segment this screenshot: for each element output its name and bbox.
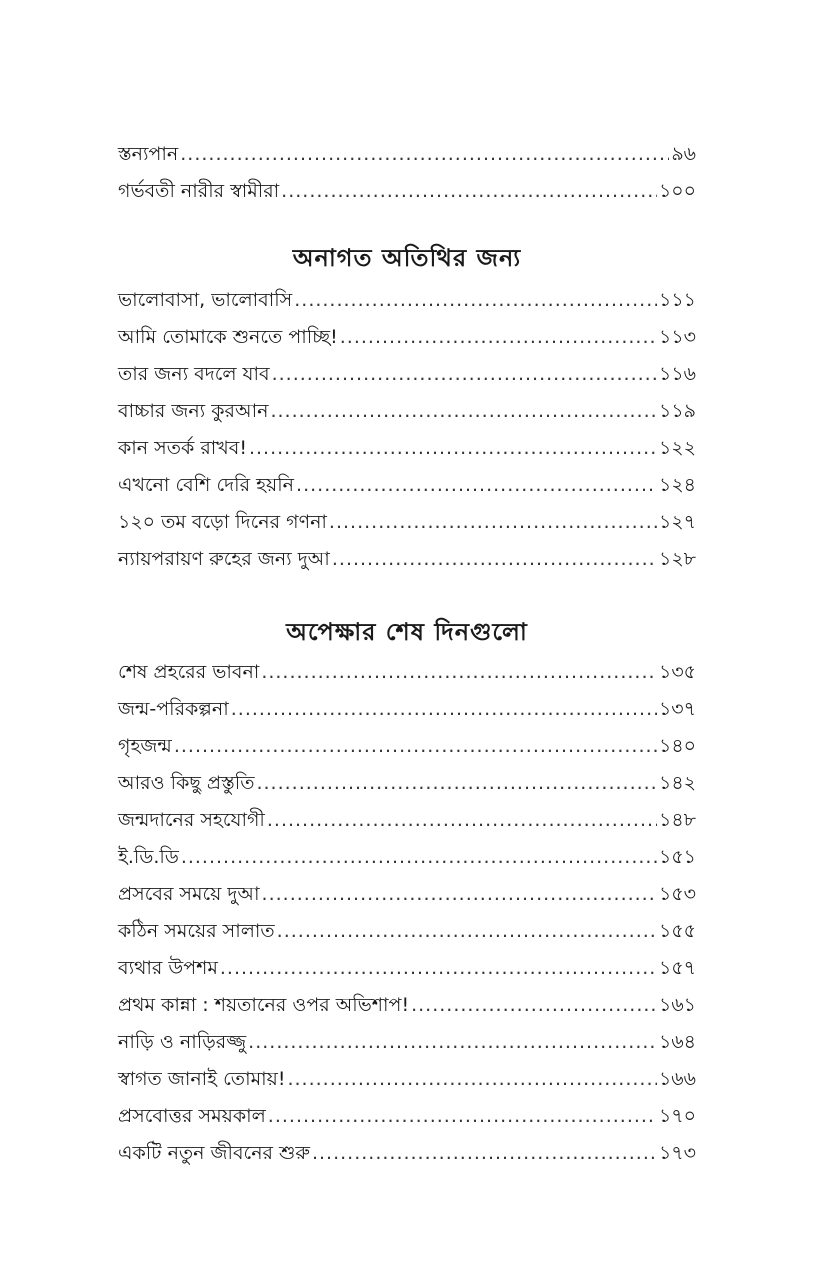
toc-entry-page: ১৫৫ xyxy=(659,920,696,942)
toc-entry-title: স্বাগত জানাই তোমায়! xyxy=(118,1068,286,1090)
dot-leader xyxy=(296,467,657,504)
toc-entry-title: ব্যথার উপশম xyxy=(118,957,218,979)
toc-entry[interactable] xyxy=(118,1024,696,1061)
toc-entry-page: ১৩৭ xyxy=(658,698,696,720)
toc-entry-page: ১১৬ xyxy=(658,363,696,385)
toc-entry-title: নাড়ি ও নাড়িরজ্জু xyxy=(118,1031,247,1053)
toc-entry[interactable] xyxy=(118,393,696,430)
dot-leader xyxy=(270,393,657,430)
toc-entry-title: আমি তোমাকে শুনতে পাচ্ছি! xyxy=(118,326,338,348)
toc-entry-page: ১১৯ xyxy=(659,400,696,422)
dot-leader xyxy=(174,728,657,765)
toc-entry-page: ১৩৫ xyxy=(658,661,696,683)
toc-entry-title: স্তন্যপান xyxy=(118,143,179,165)
toc-entry-title: গৃহজন্ম xyxy=(118,735,172,757)
toc-entry-page: ১৫৩ xyxy=(658,883,696,905)
toc-entry-page: ১৬১ xyxy=(658,994,696,1016)
toc-entry-page: ১৭৩ xyxy=(658,1142,696,1164)
dot-leader xyxy=(267,802,657,839)
dot-leader xyxy=(312,1135,657,1172)
toc-entry-title: ন্যায়পরায়ণ রুহের জন্য দুআ xyxy=(118,548,330,570)
toc-entry-page: ১২৭ xyxy=(658,511,696,533)
toc-entry-title: প্রসবোত্তর সময়কাল xyxy=(118,1105,266,1127)
toc-entry[interactable] xyxy=(118,541,696,578)
toc-entry-title: কান সতর্ক রাখব! xyxy=(118,437,247,459)
toc-entry[interactable] xyxy=(118,913,696,950)
toc-entry-title: আরও কিছু প্রস্তুতি xyxy=(118,772,255,794)
toc-entry-page: ১১১ xyxy=(659,289,696,311)
toc-entry-page: ১৬৪ xyxy=(658,1031,696,1053)
dot-leader xyxy=(281,173,657,210)
toc-entry-title: জন্মদানের সহযোগী xyxy=(118,809,265,831)
toc-entry-page: ৯৬ xyxy=(671,143,696,165)
toc-entry-page: ১২৮ xyxy=(658,548,696,570)
toc-entry-page: ১২৪ xyxy=(658,474,696,496)
section-entries xyxy=(118,282,696,578)
toc-entry[interactable] xyxy=(118,356,696,393)
dot-leader xyxy=(411,987,657,1024)
dot-leader xyxy=(262,876,657,913)
toc-entry-page: ১৪২ xyxy=(658,772,696,794)
dot-leader xyxy=(220,950,657,987)
toc-entry[interactable] xyxy=(118,839,696,876)
toc-entry[interactable] xyxy=(118,1135,696,1172)
toc-entry[interactable] xyxy=(118,950,696,987)
toc-entry[interactable] xyxy=(118,173,696,210)
toc-entry-title: শেষ প্রহরের ভাবনা xyxy=(118,661,260,683)
dot-leader xyxy=(340,319,657,356)
toc-entry[interactable] xyxy=(118,282,696,319)
toc-entry-page: ১৬৬ xyxy=(658,1068,696,1090)
toc-entry-page: ১১৩ xyxy=(658,326,696,348)
dot-leader xyxy=(256,765,657,802)
toc-entry-page: ১৫১ xyxy=(659,846,696,868)
section-entries xyxy=(118,654,696,1172)
toc-entry[interactable] xyxy=(118,1098,696,1135)
intro-entries xyxy=(118,136,696,210)
toc-entry-page: ১০০ xyxy=(658,180,696,202)
toc-entry-title: জন্ম-পরিকল্পনা xyxy=(118,698,229,720)
dot-leader xyxy=(294,282,657,319)
dot-leader xyxy=(272,356,657,393)
section-heading: অনাগত অতিথির জন্য xyxy=(292,244,522,272)
dot-leader xyxy=(180,136,669,173)
toc-entry-title: প্রথম কান্না : শয়তানের ওপর অভিশাপ! xyxy=(118,994,410,1016)
dot-leader xyxy=(268,1098,657,1135)
toc-entry-title: ই.ডি.ডি xyxy=(118,846,179,868)
toc-entry-title: ভালোবাসা, ভালোবাসি xyxy=(118,289,293,311)
toc-entry[interactable] xyxy=(118,876,696,913)
toc-entry[interactable] xyxy=(118,728,696,765)
dot-leader xyxy=(248,1024,657,1061)
toc-entry[interactable] xyxy=(118,319,696,356)
dot-leader xyxy=(329,504,657,541)
dot-leader xyxy=(181,839,657,876)
toc-entry-title: গর্ভবতী নারীর স্বামীরা xyxy=(118,180,280,202)
toc-entry[interactable] xyxy=(118,691,696,728)
toc-entry-page: ১২২ xyxy=(658,437,696,459)
toc-entry[interactable] xyxy=(118,654,696,691)
toc-entry[interactable] xyxy=(118,1061,696,1098)
section-heading: অপেক্ষার শেষ দিনগুলো xyxy=(286,618,528,646)
toc-entry-title: ১২০ তম বড়ো দিনের গণনা xyxy=(118,511,327,533)
toc-entry-title: এখনো বেশি দেরি হয়নি xyxy=(118,474,295,496)
dot-leader xyxy=(249,430,657,467)
dot-leader xyxy=(261,654,657,691)
toc-entry[interactable] xyxy=(118,987,696,1024)
toc-entry-title: বাচ্চার জন্য কুরআন xyxy=(118,400,269,422)
toc-entry-page: ১৪০ xyxy=(658,735,696,757)
toc-entry[interactable] xyxy=(118,802,696,839)
dot-leader xyxy=(287,1061,657,1098)
toc-entry-title: কঠিন সময়ের সালাত xyxy=(118,920,275,942)
toc-entry-page: ১৭০ xyxy=(658,1105,696,1127)
toc-entry-page: ১৪৮ xyxy=(659,809,696,831)
dot-leader xyxy=(231,691,657,728)
toc-entry[interactable] xyxy=(118,504,696,541)
toc-entry[interactable] xyxy=(118,136,696,173)
toc-entry-title: প্রসবের সময়ে দুআ xyxy=(118,883,260,905)
toc-entry[interactable] xyxy=(118,430,696,467)
dot-leader xyxy=(332,541,657,578)
toc-entry[interactable] xyxy=(118,765,696,802)
toc-entry[interactable] xyxy=(118,467,696,504)
dot-leader xyxy=(277,913,657,950)
toc-entry-title: একটি নতুন জীবনের শুরু xyxy=(118,1142,310,1164)
toc-entry-page: ১৫৭ xyxy=(658,957,696,979)
toc-entry-title: তার জন্য বদলে যাব xyxy=(118,363,270,385)
